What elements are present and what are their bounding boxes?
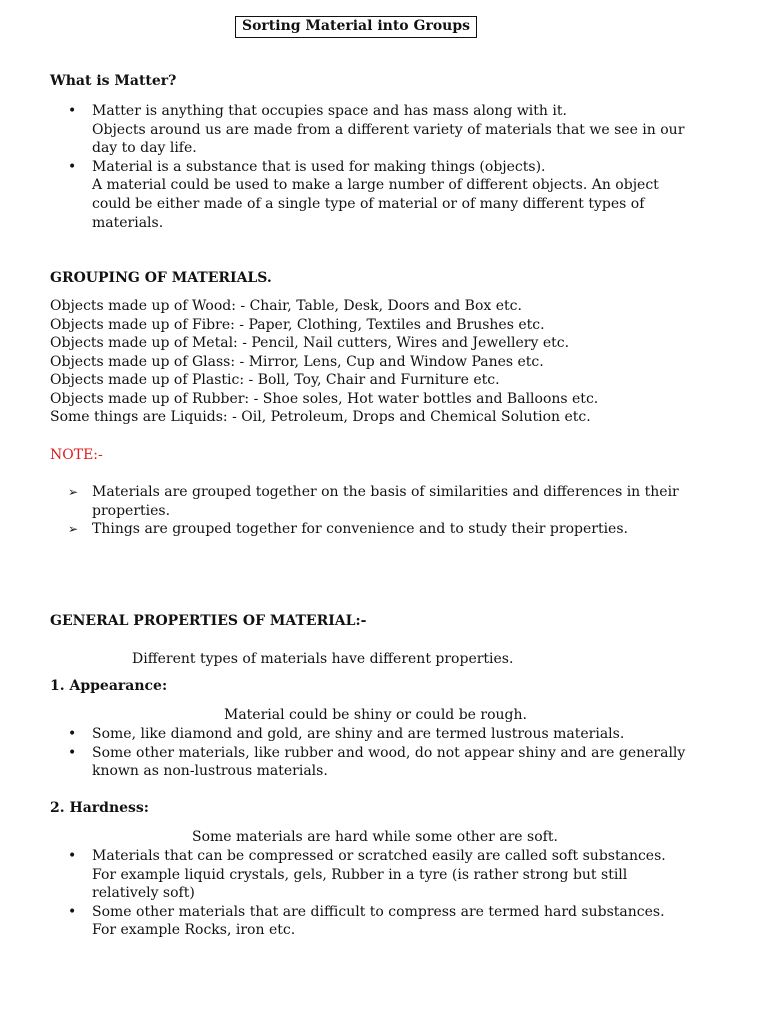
hardness-intro: Some materials are hard while some other are soft. — [192, 829, 558, 845]
list-item-line: day to day life. — [92, 140, 197, 157]
list-item-line: For example liquid crystals, gels, Rubber in a tyre (is rather strong but still — [92, 866, 628, 883]
general-properties-intro: Different types of materials have different properties. — [132, 651, 514, 667]
materials-line: Objects made up of Wood: - Chair, Table, Desk, Doors and Box etc. — [50, 298, 522, 314]
what-is-matter-heading: What is Matter? — [50, 73, 177, 89]
arrow-bullet-icon: ➢ — [68, 485, 79, 499]
appearance-list — [50, 725, 730, 781]
arrow-bullet-icon: ➢ — [68, 522, 79, 537]
list-item-line: Some other materials, like rubber and wood, do not appear shiny and are generally — [92, 744, 686, 761]
list-item-line: Materials that can be compressed or scratched easily are called soft substances. — [92, 848, 666, 864]
list-item-line: known as non-lustrous materials. — [92, 763, 328, 780]
list-item — [50, 102, 730, 158]
list-item-line: properties. — [92, 502, 171, 519]
materials-line: Objects made up of Plastic: - Boll, Toy, Chair and Furniture etc. — [50, 372, 500, 388]
list-item-line: Materials are grouped together on the basis of similarities and differences in their — [92, 484, 679, 500]
materials-list — [50, 297, 598, 427]
bullet-marker: • — [68, 903, 77, 920]
list-item-line: Objects around us are made from a different variety of materials that we see in our — [92, 121, 685, 138]
list-item — [50, 158, 730, 232]
bullet-marker: • — [68, 726, 77, 742]
materials-line: Objects made up of Metal: - Pencil, Nail cutters, Wires and Jewellery etc. — [50, 335, 570, 351]
appearance-heading: 1. Appearance: — [50, 678, 168, 694]
list-item-line: relatively soft) — [92, 885, 195, 902]
list-item-line: For example Rocks, iron etc. — [92, 922, 296, 939]
bullet-marker: • — [68, 158, 77, 175]
list-item-line: Matter is anything that occupies space and has mass along with it. — [92, 103, 567, 119]
hardness-list — [50, 847, 730, 940]
hardness-heading: 2. Hardness: — [50, 800, 149, 816]
materials-line: Objects made up of Fibre: - Paper, Clothing, Textiles and Brushes etc. — [50, 316, 545, 333]
general-properties-heading: GENERAL PROPERTIES OF MATERIAL:- — [50, 613, 367, 629]
list-item-line: could be either made of a single type of material or of many different types of — [92, 195, 645, 212]
list-item — [50, 903, 730, 940]
list-item — [50, 744, 730, 781]
note-label: NOTE:- — [50, 447, 103, 463]
bullet-marker: • — [68, 848, 77, 864]
list-item — [50, 483, 730, 520]
grouping-heading: GROUPING OF MATERIALS. — [50, 270, 272, 286]
materials-line: Some things are Liquids: - Oil, Petroleum, Drops and Chemical Solution etc. — [50, 409, 591, 425]
list-item-line: Material is a substance that is used for making things (objects). — [92, 158, 546, 175]
list-item-line: A material could be used to make a large number of different objects. An object — [92, 177, 659, 194]
list-item — [50, 725, 730, 744]
list-item-line: Some, like diamond and gold, are shiny and are termed lustrous materials. — [92, 726, 625, 742]
list-item — [50, 847, 730, 903]
materials-line: Objects made up of Rubber: - Shoe soles, Hot water bottles and Balloons etc. — [50, 390, 599, 407]
what-is-matter-list — [50, 102, 730, 232]
list-item-line: Things are grouped together for convenience and to study their properties. — [92, 521, 628, 538]
appearance-intro: Material could be shiny or could be rough. — [224, 707, 527, 723]
list-item-line: materials. — [92, 214, 164, 231]
list-item-line: Some other materials that are difficult to compress are termed hard substances. — [92, 903, 665, 920]
bullet-marker: • — [68, 103, 77, 119]
bullet-marker: • — [68, 744, 77, 761]
document-title: Sorting Material into Groups — [235, 16, 477, 38]
materials-line: Objects made up of Glass: - Mirror, Lens, Cup and Window Panes etc. — [50, 353, 544, 370]
note-list — [50, 483, 730, 539]
list-item — [50, 520, 730, 539]
